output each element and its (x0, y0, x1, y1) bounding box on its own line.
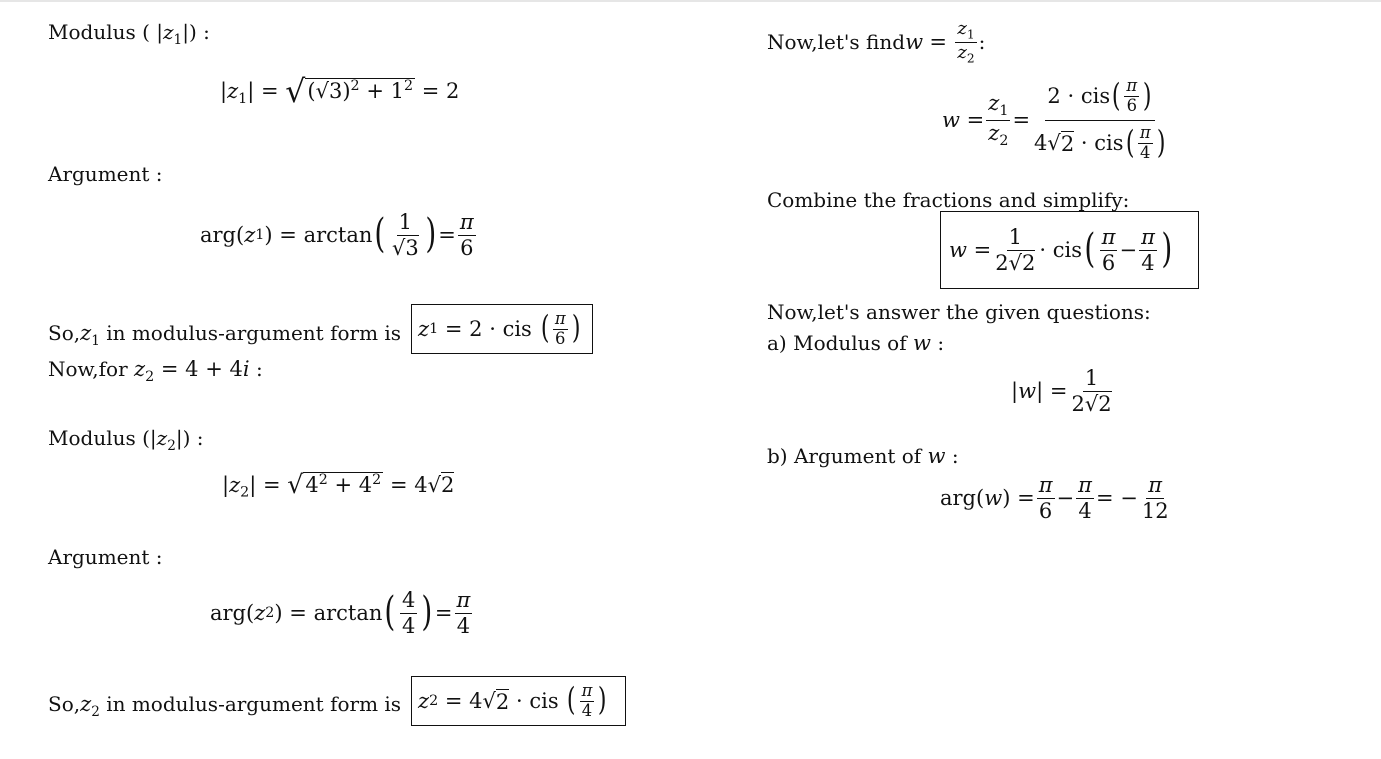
var-z: z (988, 120, 1000, 145)
z1-form-sentence (48, 321, 401, 353)
z2-form-sentence (48, 692, 401, 724)
equals: = (444, 317, 463, 341)
radicand (305, 78, 415, 103)
denominator: 6 (1038, 498, 1053, 523)
plus: + (366, 79, 384, 104)
equals: = (279, 223, 297, 247)
fn-arg: arg (210, 601, 247, 625)
radical-sign: √ (315, 79, 329, 104)
var-z: z (254, 601, 266, 625)
numerator: π (1148, 473, 1163, 498)
dot: · (489, 317, 496, 341)
subscript: 1 (173, 31, 183, 48)
var-z: z (80, 321, 92, 345)
numerator: 1 (1084, 366, 1099, 391)
radicand (303, 472, 383, 497)
minus: − (1120, 486, 1138, 510)
radical-sign: √ (1047, 131, 1061, 156)
var-w: w (949, 238, 967, 262)
lparen: ( (246, 601, 255, 625)
text: a) Modulus of (767, 331, 913, 355)
numerator: π (1139, 123, 1151, 143)
subscript: 2 (265, 605, 275, 621)
plus: + (205, 357, 223, 381)
equals: = (263, 472, 281, 497)
num: 4 (305, 472, 319, 497)
fn-cis: cis (502, 317, 532, 341)
subscript: 2 (966, 50, 975, 65)
num: 2 (1071, 391, 1085, 416)
var-z: z (957, 41, 967, 63)
fn-arctan: arctan (313, 601, 383, 625)
var-z: z (418, 317, 430, 341)
argument-w-equation (940, 466, 1173, 530)
radicand: 2 (1022, 250, 1036, 275)
num: 4 (358, 472, 373, 497)
big-rparen: ) (425, 211, 436, 258)
big-rparen: ) (598, 682, 607, 719)
subscript: 1 (238, 91, 248, 108)
denominator (390, 236, 421, 260)
equals: = (434, 601, 453, 625)
text: b) Argument of (767, 444, 928, 468)
fraction (1140, 473, 1171, 522)
bar: | (249, 472, 257, 497)
rparen: ) (1002, 486, 1011, 510)
fraction (553, 310, 568, 349)
num: 1 (390, 79, 404, 104)
subscript: 1 (255, 227, 265, 243)
subscript: 2 (145, 368, 155, 385)
numerator: 1 (1008, 225, 1023, 250)
text: in modulus-argument form is (99, 692, 402, 716)
z1-answer-box (411, 304, 593, 354)
text: : (978, 30, 986, 54)
z2-answer-box (411, 676, 626, 726)
modulus-z2-heading (48, 426, 204, 458)
denominator: 4 (581, 700, 593, 720)
big-rparen: ) (1161, 226, 1173, 273)
subscript: 2 (91, 703, 100, 720)
fraction (1124, 77, 1139, 116)
argument-z1-heading: Argument : (48, 162, 163, 186)
heading-text: Modulus ( | (48, 20, 163, 44)
heading-text: Modulus (| (48, 426, 157, 450)
var-z: z (957, 18, 967, 40)
modulus-z1-equation (220, 74, 459, 110)
question-a (767, 331, 944, 355)
subscript: 2 (429, 693, 439, 709)
heading-text: |) : (182, 20, 210, 44)
denominator: 4 (401, 613, 416, 638)
fn-arg: arg (200, 223, 237, 247)
radical-sign: √ (285, 74, 306, 110)
text: Now,for (48, 357, 135, 381)
plus: + (334, 472, 353, 497)
fraction (993, 225, 1037, 274)
numerator: π (1126, 76, 1138, 96)
w-simplified-box (940, 211, 1199, 289)
rparen: ) (274, 601, 283, 625)
denominator (993, 251, 1037, 275)
denominator: 4 (1141, 250, 1155, 275)
fn-cis: cis (1080, 84, 1111, 109)
big-fraction (1032, 74, 1169, 167)
var-z: z (227, 79, 239, 104)
var-w: w (905, 30, 924, 54)
subscript: 1 (91, 332, 100, 349)
big-lparen: ( (384, 589, 396, 636)
equals: = (929, 30, 948, 54)
bar: | (220, 79, 228, 104)
numerator (1045, 74, 1155, 121)
sqrt (287, 470, 383, 499)
dot: · (1067, 84, 1075, 109)
fraction (1138, 124, 1153, 163)
equals: = (1049, 379, 1068, 403)
argument-z2-equation (210, 582, 474, 644)
var-z: z (988, 91, 1000, 116)
var-w: w (984, 486, 1003, 510)
bar: | (1036, 379, 1044, 403)
lparen: ( (307, 79, 316, 104)
radicand: 2 (495, 689, 510, 714)
subscript: 1 (429, 321, 439, 337)
numerator: π (581, 680, 593, 700)
fn-cis: cis (1052, 238, 1083, 262)
fn-arg: arg (940, 486, 977, 510)
denominator: 4 (456, 613, 471, 638)
numerator: π (554, 308, 566, 328)
radical-sign: √ (287, 470, 304, 499)
radical-sign: √ (391, 235, 406, 260)
equals: = (421, 79, 440, 104)
numerator: π (1078, 473, 1092, 498)
denominator (1032, 121, 1169, 167)
text: So, (48, 321, 81, 345)
denominator: 6 (460, 235, 474, 260)
numerator: 4 (401, 588, 416, 613)
bar: | (1011, 379, 1019, 403)
big-rparen: ) (421, 589, 433, 636)
fn-arctan: arctan (303, 223, 373, 247)
dot: · (1039, 238, 1047, 262)
num: 2 (1047, 84, 1061, 109)
equals: = (444, 689, 463, 713)
num: 2 (469, 317, 483, 341)
denominator (1069, 392, 1113, 416)
big-lparen: ( (1125, 124, 1134, 161)
minus: − (1119, 238, 1138, 262)
result: 2 (446, 79, 460, 104)
find-w-sentence (767, 14, 985, 70)
radical-sign: √ (1084, 391, 1099, 416)
equals: = (389, 472, 408, 497)
var-w: w (942, 108, 960, 132)
fn-cis: cis (1094, 131, 1124, 156)
text: : (930, 331, 945, 355)
text: in modulus-argument form is (99, 321, 402, 345)
equals: = (261, 79, 279, 104)
numerator: π (456, 588, 471, 613)
fraction (1069, 366, 1113, 415)
fn-cis: cis (529, 689, 559, 713)
answer-intro: Now,let's answer the given questions: (767, 300, 1151, 324)
equals: = (289, 601, 307, 625)
combine-sentence: Combine the fractions and simplify: (767, 188, 1130, 212)
denominator: 4 (1078, 498, 1092, 523)
text: : (249, 357, 263, 381)
radicand: 2 (441, 472, 455, 497)
big-rparen: ) (571, 310, 581, 347)
z2-intro (48, 357, 263, 389)
fraction (955, 19, 976, 65)
var-i: i (242, 357, 250, 381)
w-definition-equation (942, 72, 1171, 168)
var-w: w (927, 444, 946, 468)
modulus-z1-heading (48, 20, 210, 52)
equals: = (1012, 108, 1031, 132)
denominator: 6 (555, 328, 566, 348)
subscript: 2 (167, 437, 176, 454)
num: 4 (185, 357, 199, 381)
text: Now,let's find (767, 30, 906, 54)
bar: | (222, 472, 230, 497)
rparen: ) (264, 223, 273, 247)
radical-sign: √ (427, 472, 441, 497)
equals: = (1017, 486, 1035, 510)
subscript: 1 (999, 103, 1009, 120)
fraction (1139, 225, 1157, 274)
exponent: 2 (372, 471, 382, 488)
var-w: w (913, 331, 931, 355)
var-z: z (418, 689, 430, 713)
big-lparen: ( (567, 682, 576, 719)
exponent: 2 (403, 78, 414, 95)
fraction (986, 91, 1010, 149)
equals: = (973, 238, 992, 262)
numerator: π (1141, 225, 1155, 250)
numerator: π (459, 210, 474, 235)
fraction (400, 588, 417, 637)
var-z: z (229, 472, 241, 497)
big-lparen: ( (1111, 77, 1121, 114)
sqrt (285, 74, 415, 110)
var-z: z (163, 20, 174, 44)
num: 4 (229, 357, 243, 381)
fraction (458, 210, 476, 259)
fraction (1076, 473, 1094, 522)
modulus-z2-equation (222, 470, 454, 501)
equals: = (160, 357, 179, 381)
var-z: z (80, 692, 92, 716)
dot: · (515, 689, 523, 713)
numerator: π (1038, 473, 1053, 498)
var-z: z (244, 223, 256, 247)
num: 2 (995, 250, 1009, 275)
big-lparen: ( (1084, 226, 1096, 273)
denominator: 4 (1139, 143, 1151, 162)
big-rparen: ) (1143, 77, 1152, 114)
denominator: 6 (1101, 250, 1116, 275)
exponent: 2 (350, 78, 360, 95)
radicand: 2 (1060, 131, 1075, 156)
dot: · (1080, 131, 1088, 156)
fraction (1100, 225, 1118, 274)
big-lparen: ( (540, 310, 549, 347)
var-z: z (156, 426, 168, 450)
var-w: w (1018, 379, 1037, 403)
heading-text: |) : (175, 426, 204, 450)
fraction (580, 682, 595, 721)
radical-sign: √ (482, 689, 496, 713)
subscript: 1 (966, 27, 975, 42)
question-b (767, 444, 959, 468)
radicand: 3 (405, 235, 419, 260)
argument-z2-heading: Argument : (48, 545, 163, 569)
minus: − (1056, 486, 1075, 510)
denominator: 6 (1126, 96, 1138, 115)
rparen: ) (342, 79, 351, 104)
num: 4 (469, 689, 483, 713)
bar: | (247, 79, 255, 104)
num: 4 (414, 472, 428, 497)
denominator: 12 (1141, 498, 1169, 523)
text: So, (48, 692, 81, 716)
equals: = (966, 108, 985, 132)
lparen: ( (236, 223, 245, 247)
num: 4 (1034, 131, 1048, 156)
radicand: 2 (1098, 391, 1112, 416)
big-rparen: ) (1156, 124, 1166, 161)
num: 3 (328, 79, 343, 104)
exponent: 2 (318, 471, 328, 488)
text: : (945, 444, 959, 468)
fraction (390, 210, 421, 259)
modulus-w-equation (1011, 358, 1116, 424)
numerator: π (1101, 225, 1116, 250)
equals: = (1095, 486, 1114, 510)
numerator: 1 (398, 210, 413, 235)
equals: = (438, 223, 456, 247)
page-top-border (0, 0, 1381, 2)
lparen: ( (976, 486, 985, 510)
big-lparen: ( (374, 211, 386, 258)
subscript: 2 (240, 484, 250, 501)
var-z: z (134, 357, 146, 381)
fraction (1037, 473, 1055, 522)
argument-z1-equation (200, 203, 478, 267)
fraction (455, 588, 473, 637)
radical-sign: √ (1008, 250, 1023, 275)
subscript: 2 (999, 132, 1009, 149)
